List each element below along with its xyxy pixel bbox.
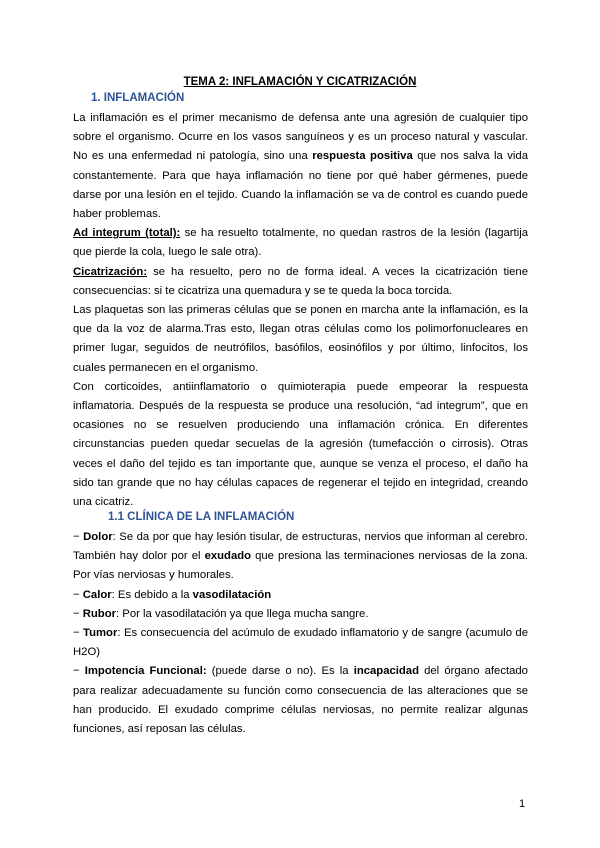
paragraph-ad-integrum: [73, 224, 528, 262]
term-impotencia: Impotencia Funcional:: [84, 665, 207, 678]
term-tumor: Tumor: [83, 627, 118, 640]
text-span: : Es debido a la: [111, 588, 193, 601]
page-number: 1: [519, 798, 526, 810]
text-span: (puede darse o no). Es la: [206, 665, 354, 678]
bold-term: incapacidad: [353, 665, 419, 678]
dash: −: [73, 607, 83, 620]
text-span: : Por la vasodilatación ya que llega mucha sangre.: [116, 607, 369, 620]
dash: −: [73, 588, 83, 601]
text-span: : Es consecuencia del acúmulo de exudado inflamatorio y de sangre (acumulo de H2O): [73, 627, 528, 659]
list-item-dolor: [73, 528, 528, 586]
text-span: La inflamación es el primer mecanismo de defensa ante una agresión de cualquier tipo sobre el organismo. Ocurre en los vasos sanguíneos y es un proceso natural y vascular. No es una enfermedad ni patología, sino una: [73, 112, 528, 163]
paragraph-corticoides: Con corticoides, antiinflamatorio o quimioterapia puede empeorar la respuesta inflamatoria. Después de la respuesta se produce una resolución, “ad integrum”, que en ocasiones no se resuelven produciendo una inflamación crónica. En diferentes circunstancias pueden quedar secuelas de la agresión (tumefacción o cirrosis). Otras veces el daño del tejido es tan importante que, aunque se venza el proceso, el daño ha sido tan grande que no hay células capaces de regenerar el tejido en integridad, creando una cicatriz.: [73, 380, 528, 509]
section-clinica-body: [73, 528, 528, 739]
term-ad-integrum: Ad integrum (total):: [73, 227, 181, 240]
text-span: del órgano afectado para realizar adecuadamente su función como consecuencia de las alteraciones que se han producido. El exudado comprime células nerviosas, no permite realizar algunas funciones, así reposan las células.: [73, 665, 528, 736]
text-span: se ha resuelto, pero no de forma ideal. A veces la cicatrización tiene consecuencias: si te cicatriza una quemadura y se te queda la boca torcida.: [73, 265, 528, 297]
list-item-rubor: [73, 605, 528, 624]
term-dolor: Dolor: [83, 531, 113, 543]
paragraph-intro: [73, 109, 528, 224]
text-span: que nos salva la vida constantemente. Para que haya inflamación no tiene por qué haber gérmenes, puede darse por una lesión en el tejido. Cuando la inflamación se va de control es cuando puede haber problemas.: [73, 150, 528, 221]
bold-term: exudado: [204, 550, 252, 563]
section-inflamacion-body: [73, 109, 528, 512]
document-title: TEMA 2: INFLAMACIÓN Y CICATRIZACIÓN: [183, 76, 417, 88]
dash: −: [73, 665, 85, 678]
text-span: que presiona las terminaciones nerviosas de la zona. Por vías nerviosas y humorales.: [73, 550, 528, 582]
dash: −: [73, 627, 84, 640]
paragraph-cicatrizacion: [73, 263, 528, 301]
list-item-tumor: [73, 624, 528, 662]
list-item-calor: [73, 586, 528, 605]
term-cicatrizacion: Cicatrización:: [73, 265, 148, 278]
paragraph-plaquetas: Las plaquetas son las primeras células que se ponen en marcha ante la inflamación, es la que da la voz de alarma.Tras esto, llegan otras células como los polimorfonucleares en primer lugar, seguidos de neutrófilos, basófilos, eosinófilos y por último, linfocitos, los cuales permanecen en el organismo.: [73, 304, 528, 374]
dash: −: [73, 531, 84, 543]
term-calor: Calor: [82, 588, 112, 601]
bold-term: respuesta positiva: [312, 150, 413, 163]
section-heading-clinica: 1.1 CLÍNICA DE LA INFLAMACIÓN: [108, 511, 295, 523]
bold-term: vasodilatación: [192, 588, 272, 601]
section-heading-inflamacion: 1. INFLAMACIÓN: [91, 92, 185, 104]
text-span: : Se da por que hay lesión tisular, de estructuras, nervios que informan al cerebro. También hay dolor por el: [73, 531, 528, 563]
text-span: se ha resuelto totalmente, no quedan rastros de la lesión (lagartija que pierde la cola, luego le sale otra).: [73, 227, 528, 259]
list-item-impotencia: [73, 662, 528, 739]
term-rubor: Rubor: [82, 607, 117, 620]
